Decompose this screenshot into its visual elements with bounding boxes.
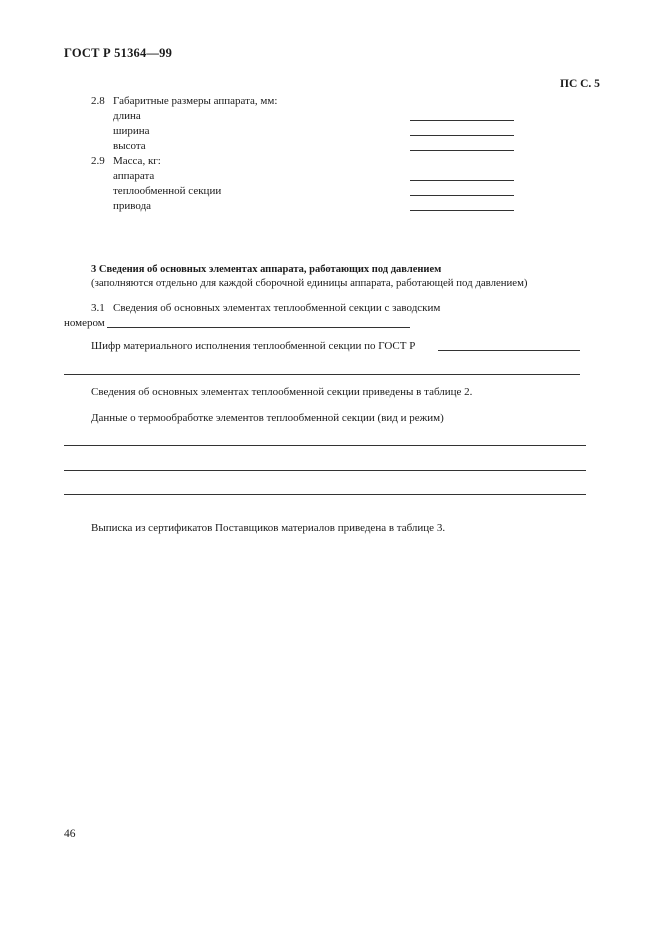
material-code-line[interactable]	[438, 350, 580, 351]
item-2-9-number: 2.9	[91, 155, 105, 167]
item-3-1-number: 3.1	[91, 302, 105, 314]
page-number: 46	[64, 828, 76, 840]
field-label-length: длина	[113, 110, 141, 122]
field-label-width: ширина	[113, 125, 150, 137]
heat-treatment-text: Данные о термообработке элементов теплообменной секции (вид и режим)	[91, 412, 444, 424]
field-line-mass-heat-section[interactable]	[410, 195, 514, 196]
standard-designation: ГОСТ Р 51364—99	[64, 46, 173, 60]
item-2-8-number: 2.8	[91, 95, 105, 107]
material-code-line-continued[interactable]	[64, 374, 580, 375]
field-label-height: высота	[113, 140, 146, 152]
field-line-mass-drive[interactable]	[410, 210, 514, 211]
certificates-reference: Выписка из сертификатов Поставщиков материалов приведена в таблице 3.	[91, 522, 446, 534]
field-line-mass-apparatus[interactable]	[410, 180, 514, 181]
heat-treatment-line-1[interactable]	[64, 445, 586, 446]
section-3-heading: 3 Сведения об основных элементах аппарата, работающих под давлением	[91, 264, 442, 275]
table-2-reference: Сведения об основных элементах теплообменной секции приведены в таблице 2.	[91, 386, 473, 398]
heat-treatment-line-3[interactable]	[64, 494, 586, 495]
item-3-1-text: Сведения об основных элементах теплообменной секции с заводским	[113, 302, 441, 314]
section-3-note: (заполняются отдельно для каждой сборочной единицы аппарата, работающей под давлением)	[91, 277, 528, 289]
item-2-8-title: Габаритные размеры аппарата, мм:	[113, 95, 278, 107]
heat-treatment-line-2[interactable]	[64, 470, 586, 471]
field-line-height[interactable]	[410, 150, 514, 151]
material-code-text: Шифр материального исполнения теплообменной секции по ГОСТ Р	[91, 340, 416, 352]
serial-number-line[interactable]	[107, 327, 410, 328]
field-label-mass-heat-section: теплообменной секции	[113, 185, 222, 197]
field-label-mass-apparatus: аппарата	[113, 170, 155, 182]
item-3-1-continuation: номером	[64, 317, 105, 329]
field-label-mass-drive: привода	[113, 200, 152, 212]
item-2-9-title: Масса, кг:	[113, 155, 161, 167]
appendix-page-label: ПС С. 5	[560, 78, 600, 90]
field-line-length[interactable]	[410, 120, 514, 121]
field-line-width[interactable]	[410, 135, 514, 136]
